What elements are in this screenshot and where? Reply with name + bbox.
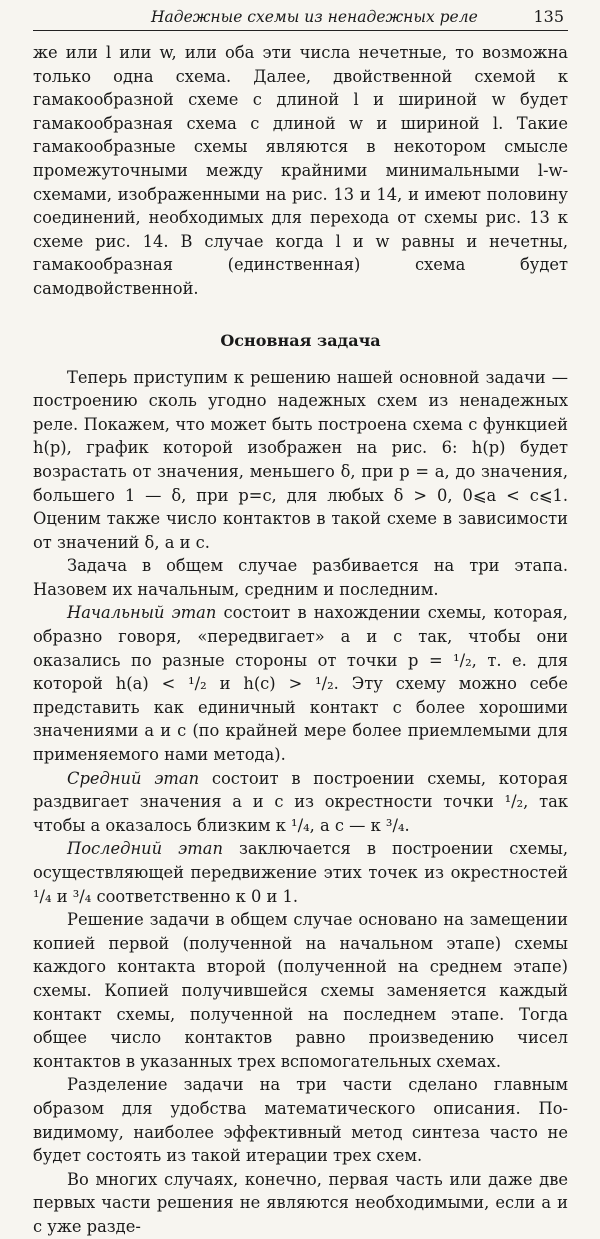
paragraph-initial-stage	[33, 601, 568, 766]
book-page	[0, 6, 600, 1236]
middle-stage-text: состоит в построении схемы, которая раздвигает значения a и c из окрестности точки ¹/₂, так чтобы a оказалось близким к ¹/₄, а c — к ³/₄.	[33, 768, 568, 835]
term-middle-stage: Средний этап	[67, 768, 200, 788]
paragraph-main-problem: Теперь приступим к решению нашей основной задачи — построению сколь угодно надежных схем из ненадежных реле. Покажем, что может быть построена схема с функцией h(p), график которой изображен на рис. 6: h(p) будет возрастать от значения, меньшего δ, при p = a, до значения, большего 1 — δ, при p=c, для любых δ > 0, 0⩽a < c⩽1. Оценим также число контактов в такой схеме в зависимости от значений δ, a и c.	[33, 367, 568, 552]
paragraph-three-stages: Задача в общем случае разбивается на три этапа. Назовем их начальным, средним и последним.	[33, 556, 568, 599]
paragraph-hammock-duality: же или l или w, или оба эти числа нечетные, то возможна только одна схема. Далее, двойственной схемой к гамакообразной схеме с длиной l и шириной w будет гамакообразная схема с длиной w и шириной l. Такие гамакообразные схемы являются в некотором смысле промежуточными между крайними минимальными l-w-схемами, изображенными на рис. 13 и 14, и имеют половину соединений, необходимых для перехода от схемы рис. 13 к схеме рис. 14. В случае когда l и w равны и нечетны, гамакообразная (единственная) схема будет самодвойственной.	[33, 43, 568, 298]
paragraph-division-rationale: Разделение задачи на три части сделано главным образом для удобства математического описания. По-видимому, наиболее эффективный метод синтеза часто не будет состоять из такой итерации трех схем.	[33, 1075, 568, 1166]
paragraph-middle-stage	[33, 767, 568, 838]
final-stage-text: заключается в построении схемы, осуществляющей передвижение этих точек из окрестностей ¹/₄ и ³/₄ соответственно к 0 и 1.	[33, 839, 569, 906]
paragraph-final-stage	[33, 837, 568, 908]
running-title: Надежные схемы из ненадежных реле	[151, 8, 478, 26]
initial-stage-text: состоит в нахождении схемы, которая, образно говоря, «передвигает» a и c так, чтобы они оказались по разные стороны от точки p = ¹/₂, т. е. для которой h(a) < ¹/₂ и h(c) > ¹/₂. Эту схему можно себе представить как единичный контакт с более хорошими значениями a и c (по крайней мере более приемлемыми для применяемого нами метода).	[33, 603, 568, 765]
section-heading: Основная задача	[220, 330, 381, 350]
term-initial-stage: Начальный этап	[67, 603, 217, 623]
running-header	[33, 6, 568, 31]
page-number: 135	[533, 7, 564, 26]
paragraph-solution-method: Решение задачи в общем случае основано на замещении копией первой (полученной на начальном этапе) схемы каждого контакта второй (полученной на среднем этапе) схемы. Копией получившейся схемы заменяется каждый контакт схемы, полученной на последнем этапе. Тогда общее число контактов равно произведению чисел контактов в указанных трех вспомогательных схемах.	[33, 910, 568, 1071]
term-final-stage: Последний этап	[67, 839, 223, 859]
paragraph-special-cases: Во многих случаях, конечно, первая часть или даже две первых части решения не являются необходимыми, если a и c уже разде-	[33, 1169, 568, 1236]
